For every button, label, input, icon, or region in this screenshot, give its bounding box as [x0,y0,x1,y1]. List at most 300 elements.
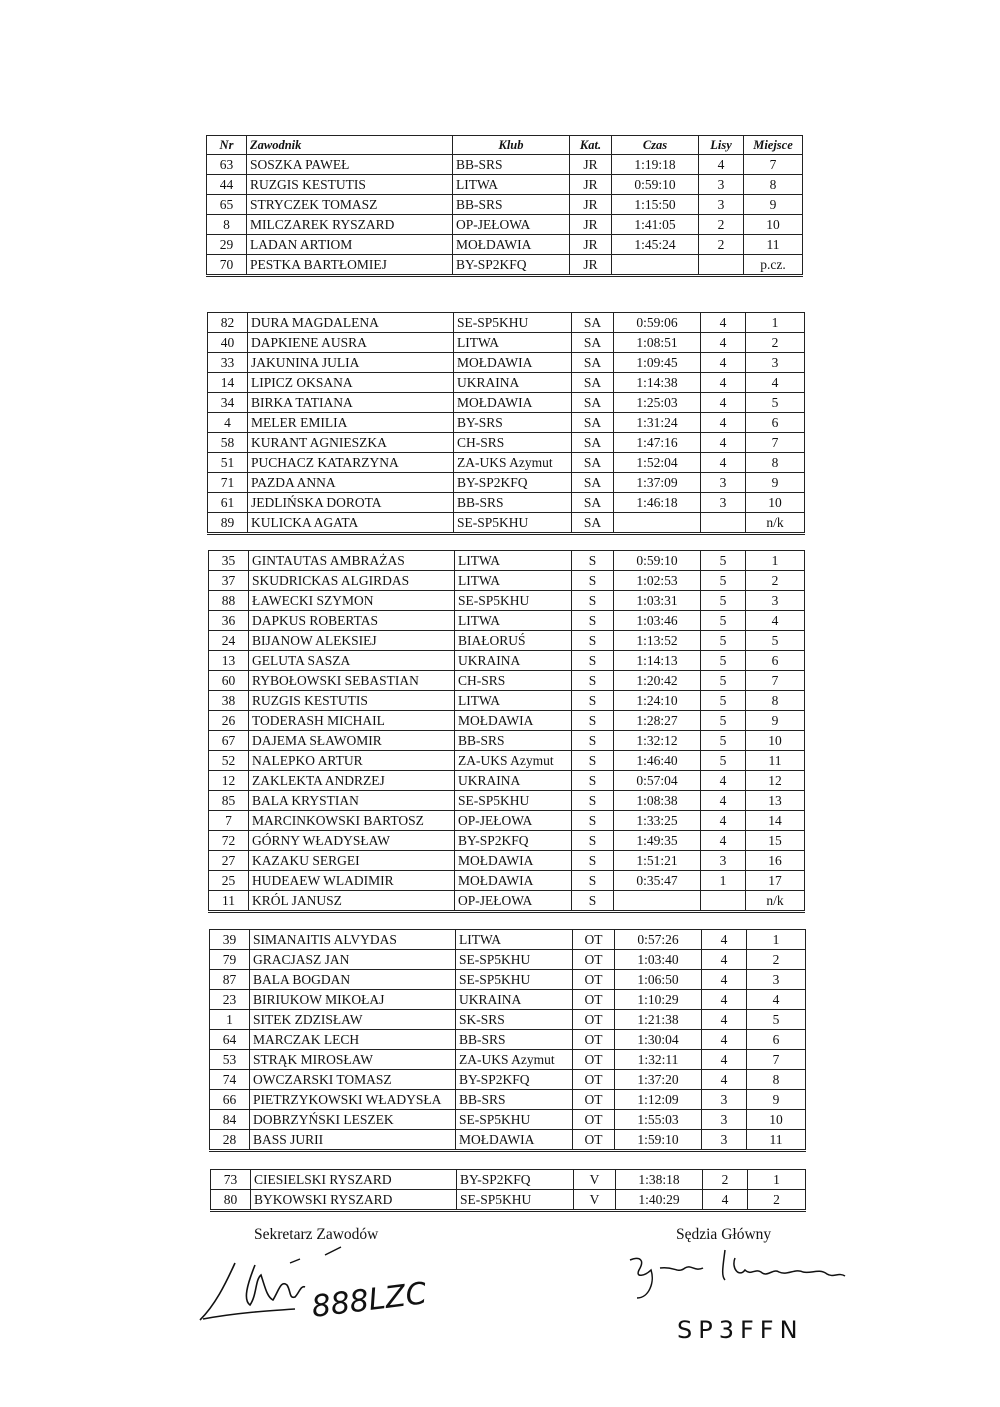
cell-nr: 67 [209,731,249,751]
cell-lisy: 3 [699,195,744,215]
table-row [208,433,805,453]
cell-nr: 28 [210,1130,250,1151]
cell-klub: MOŁDAWIA [454,353,572,373]
cell-czas: 1:15:50 [612,195,699,215]
cell-miejsce: 8 [747,1070,806,1090]
cell-czas: 0:59:10 [612,175,699,195]
table-row [209,731,805,751]
cell-lisy: 3 [702,1110,747,1130]
cell-czas: 1:14:13 [614,651,701,671]
cell-zawodnik: TODERASH MICHAIL [249,711,455,731]
cell-czas: 0:59:10 [614,551,701,571]
cell-klub: SK-SRS [456,1010,573,1030]
cell-klub: CH-SRS [454,433,572,453]
cell-klub: BY-SRS [454,413,572,433]
cell-nr: 65 [207,195,247,215]
cell-miejsce: 3 [747,970,806,990]
cell-nr: 87 [210,970,250,990]
cell-zawodnik: DAPKIENE AUSRA [248,333,454,353]
table-row [209,751,805,771]
cell-czas: 1:02:53 [614,571,701,591]
cell-czas: 1:59:10 [615,1130,702,1151]
cell-kat: S [572,671,614,691]
table-row [207,235,803,255]
cell-lisy: 4 [701,333,746,353]
cell-lisy: 4 [701,771,746,791]
cell-czas: 1:13:52 [614,631,701,651]
cell-zawodnik: JEDLIŃSKA DOROTA [248,493,454,513]
cell-klub: LITWA [453,175,570,195]
cell-zawodnik: BASS JURII [250,1130,456,1151]
cell-zawodnik: PESTKA BARTŁOMIEJ [247,255,453,276]
table-row [207,255,803,276]
cell-miejsce: 7 [747,1050,806,1070]
cell-klub: BIAŁORUŚ [455,631,572,651]
table-row [210,1090,806,1110]
cell-klub: BY-SP2KFQ [453,255,570,276]
cell-lisy: 4 [703,1190,748,1211]
table-row [208,513,805,534]
cell-miejsce: 1 [747,930,806,950]
cell-klub: LITWA [455,691,572,711]
cell-nr: 27 [209,851,249,871]
table-row [207,175,803,195]
cell-miejsce: 15 [746,831,805,851]
cell-kat: SA [572,393,614,413]
cell-kat: JR [570,235,612,255]
cell-czas: 1:30:04 [615,1030,702,1050]
cell-zawodnik: BIJANOW ALEKSIEJ [249,631,455,651]
cell-zawodnik: GRACJASZ JAN [250,950,456,970]
table-row [208,453,805,473]
cell-kat: S [572,551,614,571]
cell-klub: SE-SP5KHU [455,591,572,611]
cell-nr: 73 [211,1170,251,1190]
cell-lisy: 3 [699,175,744,195]
cell-lisy [699,255,744,276]
cell-lisy: 3 [702,1090,747,1110]
cell-zawodnik: MELER EMILIA [248,413,454,433]
cell-kat: SA [572,433,614,453]
cell-kat: OT [573,1050,615,1070]
cell-kat: OT [573,1110,615,1130]
cell-kat: S [572,851,614,871]
cell-miejsce: 9 [747,1090,806,1110]
table-row [209,591,805,611]
cell-kat: SA [572,353,614,373]
table-row [210,1010,806,1030]
cell-miejsce: 2 [748,1190,806,1211]
cell-miejsce: n/k [746,891,805,912]
cell-klub: SE-SP5KHU [455,791,572,811]
cell-miejsce: 1 [748,1170,806,1190]
cell-czas: 1:03:46 [614,611,701,631]
cell-nr: 13 [209,651,249,671]
table-row [210,1110,806,1130]
cell-lisy: 4 [702,990,747,1010]
cell-zawodnik: JAKUNINA JULIA [248,353,454,373]
cell-nr: 88 [209,591,249,611]
cell-lisy: 3 [701,493,746,513]
cell-kat: JR [570,175,612,195]
cell-nr: 8 [207,215,247,235]
cell-zawodnik: LIPICZ OKSANA [248,373,454,393]
table-row [208,413,805,433]
cell-kat: S [572,751,614,771]
cell-nr: 39 [210,930,250,950]
cell-klub: BB-SRS [453,195,570,215]
cell-klub: SE-SP5KHU [454,313,572,333]
cell-nr: 24 [209,631,249,651]
cell-klub: BY-SP2KFQ [457,1170,574,1190]
cell-kat: OT [573,1030,615,1050]
cell-czas: 1:24:10 [614,691,701,711]
cell-klub: BY-SP2KFQ [454,473,572,493]
table-row [209,651,805,671]
cell-lisy: 4 [701,433,746,453]
cell-miejsce: 16 [746,851,805,871]
cell-klub: SE-SP5KHU [454,513,572,534]
header-klub: Klub [453,136,570,155]
cell-nr: 64 [210,1030,250,1050]
cell-zawodnik: PUCHACZ KATARZYNA [248,453,454,473]
header-czas: Czas [612,136,699,155]
cell-zawodnik: DAJEMA SŁAWOMIR [249,731,455,751]
cell-zawodnik: GÓRNY WŁADYSŁAW [249,831,455,851]
cell-czas: 1:10:29 [615,990,702,1010]
cell-kat: OT [573,930,615,950]
cell-miejsce: 9 [744,195,803,215]
cell-nr: 58 [208,433,248,453]
cell-czas: 1:06:50 [615,970,702,990]
cell-kat: S [572,811,614,831]
cell-zawodnik: STRYCZEK TOMASZ [247,195,453,215]
cell-czas: 0:57:26 [615,930,702,950]
secretary-signature-text: 888LZC [309,1276,429,1325]
cell-zawodnik: LADAN ARTIOM [247,235,453,255]
cell-klub: MOŁDAWIA [454,393,572,413]
header-miejsce: Miejsce [744,136,803,155]
cell-nr: 7 [209,811,249,831]
results-table-v [210,1169,806,1212]
cell-klub: OP-JEŁOWA [453,215,570,235]
cell-zawodnik: GELUTA SASZA [249,651,455,671]
cell-lisy: 4 [701,393,746,413]
cell-miejsce: 3 [746,591,805,611]
cell-czas: 1:03:31 [614,591,701,611]
cell-lisy: 4 [701,373,746,393]
table-row [211,1170,806,1190]
table-row [209,631,805,651]
cell-czas: 1:08:51 [614,333,701,353]
cell-miejsce: 4 [746,373,805,393]
header-zawodnik: Zawodnik [247,136,453,155]
cell-nr: 25 [209,871,249,891]
table-row [208,373,805,393]
cell-lisy: 4 [702,1030,747,1050]
table-row [210,970,806,990]
cell-lisy [701,513,746,534]
cell-czas: 1:37:09 [614,473,701,493]
table-row [210,1130,806,1151]
cell-nr: 89 [208,513,248,534]
cell-nr: 70 [207,255,247,276]
cell-kat: OT [573,950,615,970]
cell-klub: BB-SRS [456,1030,573,1050]
cell-lisy: 4 [701,453,746,473]
cell-klub: OP-JEŁOWA [455,811,572,831]
cell-miejsce: 11 [746,751,805,771]
cell-lisy: 4 [701,413,746,433]
cell-zawodnik: BIRIUKOW MIKOŁAJ [250,990,456,1010]
cell-klub: SE-SP5KHU [456,950,573,970]
table-row [208,393,805,413]
cell-czas: 1:46:18 [614,493,701,513]
cell-miejsce: 5 [746,631,805,651]
table-header-row [207,136,803,155]
cell-klub: LITWA [455,551,572,571]
cell-nr: 84 [210,1110,250,1130]
cell-klub: ZA-UKS Azymut [455,751,572,771]
cell-kat: S [572,731,614,751]
cell-kat: V [574,1170,616,1190]
table-row [210,930,806,950]
cell-czas: 1:19:18 [612,155,699,175]
cell-kat: JR [570,155,612,175]
cell-zawodnik: SKUDRICKAS ALGIRDAS [249,571,455,591]
cell-kat: OT [573,1130,615,1151]
cell-zawodnik: PAZDA ANNA [248,473,454,493]
cell-klub: LITWA [455,571,572,591]
cell-kat: SA [572,313,614,333]
cell-kat: SA [572,333,614,353]
cell-kat: S [572,831,614,851]
cell-miejsce: 10 [746,493,805,513]
cell-nr: 63 [207,155,247,175]
cell-zawodnik: BALA BOGDAN [250,970,456,990]
cell-czas: 1:38:18 [616,1170,703,1190]
cell-klub: BB-SRS [453,155,570,175]
cell-zawodnik: KAZAKU SERGEI [249,851,455,871]
cell-nr: 35 [209,551,249,571]
cell-zawodnik: SITEK ZDZISŁAW [250,1010,456,1030]
cell-kat: SA [572,453,614,473]
cell-kat: SA [572,373,614,393]
cell-kat: S [572,711,614,731]
cell-miejsce: 8 [746,453,805,473]
cell-zawodnik: NALEPKO ARTUR [249,751,455,771]
cell-kat: OT [573,970,615,990]
cell-miejsce: 1 [746,313,805,333]
cell-miejsce: 8 [744,175,803,195]
table-row [210,1050,806,1070]
cell-nr: 80 [211,1190,251,1211]
secretary-label: Sekretarz Zawodów [254,1226,379,1243]
cell-lisy: 4 [702,1050,747,1070]
cell-miejsce: 6 [747,1030,806,1050]
table-row [209,851,805,871]
table-row [209,691,805,711]
table-row [210,990,806,1010]
cell-miejsce: 10 [744,215,803,235]
cell-czas [614,891,701,912]
table-row [209,871,805,891]
cell-kat: SA [572,473,614,493]
cell-miejsce: 1 [746,551,805,571]
cell-klub: LITWA [456,930,573,950]
cell-kat: OT [573,1010,615,1030]
table-row [208,333,805,353]
cell-kat: S [572,651,614,671]
cell-lisy: 2 [699,235,744,255]
cell-zawodnik: PIETRZYKOWSKI WŁADYSŁA [250,1090,456,1110]
cell-zawodnik: MARCINKOWSKI BARTOSZ [249,811,455,831]
cell-zawodnik: DURA MAGDALENA [248,313,454,333]
cell-zawodnik: ZAKLEKTA ANDRZEJ [249,771,455,791]
cell-zawodnik: CIESIELSKI RYSZARD [251,1170,457,1190]
table-row [209,791,805,811]
cell-kat: SA [572,493,614,513]
cell-lisy: 5 [701,611,746,631]
cell-lisy: 4 [701,811,746,831]
cell-czas: 1:09:45 [614,353,701,373]
cell-miejsce: 6 [746,413,805,433]
cell-kat: S [572,871,614,891]
table-row [209,891,805,912]
cell-nr: 4 [208,413,248,433]
cell-lisy: 5 [701,591,746,611]
cell-zawodnik: DAPKUS ROBERTAS [249,611,455,631]
cell-klub: MOŁDAWIA [453,235,570,255]
cell-miejsce: 17 [746,871,805,891]
cell-klub: BB-SRS [454,493,572,513]
cell-lisy: 5 [701,711,746,731]
table-row [210,1070,806,1090]
cell-czas: 0:35:47 [614,871,701,891]
cell-czas [612,255,699,276]
results-table-s [208,550,805,913]
table-row [208,473,805,493]
cell-czas: 1:08:38 [614,791,701,811]
cell-klub: OP-JEŁOWA [455,891,572,912]
cell-kat: S [572,891,614,912]
cell-miejsce: 9 [746,473,805,493]
cell-nr: 74 [210,1070,250,1090]
cell-klub: MOŁDAWIA [455,871,572,891]
cell-zawodnik: KRÓL JANUSZ [249,891,455,912]
cell-czas: 1:32:12 [614,731,701,751]
cell-nr: 82 [208,313,248,333]
cell-czas: 1:47:16 [614,433,701,453]
cell-nr: 44 [207,175,247,195]
cell-zawodnik: SOSZKA PAWEŁ [247,155,453,175]
cell-zawodnik: OWCZARSKI TOMASZ [250,1070,456,1090]
cell-miejsce: 9 [746,711,805,731]
cell-zawodnik: KULICKA AGATA [248,513,454,534]
cell-czas: 1:14:38 [614,373,701,393]
cell-nr: 14 [208,373,248,393]
cell-klub: BY-SP2KFQ [455,831,572,851]
cell-czas: 1:25:03 [614,393,701,413]
cell-klub: LITWA [455,611,572,631]
cell-miejsce: 7 [744,155,803,175]
table-row [207,155,803,175]
cell-kat: S [572,571,614,591]
cell-zawodnik: STRĄK MIROSŁAW [250,1050,456,1070]
cell-miejsce: 6 [746,651,805,671]
cell-czas: 1:45:24 [612,235,699,255]
results-table-ot [209,929,806,1152]
cell-czas: 1:49:35 [614,831,701,851]
cell-miejsce: 5 [746,393,805,413]
cell-czas: 1:33:25 [614,811,701,831]
cell-lisy: 5 [701,631,746,651]
judge-signature [615,1238,855,1348]
cell-miejsce: 2 [746,333,805,353]
table-row [210,1030,806,1050]
cell-miejsce: 13 [746,791,805,811]
cell-nr: 53 [210,1050,250,1070]
cell-nr: 60 [209,671,249,691]
cell-klub: UKRAINA [456,990,573,1010]
cell-lisy: 3 [701,473,746,493]
cell-lisy [701,891,746,912]
cell-lisy: 4 [702,930,747,950]
cell-czas: 1:41:05 [612,215,699,235]
cell-czas: 1:20:42 [614,671,701,691]
cell-czas: 1:46:40 [614,751,701,771]
cell-kat: SA [572,413,614,433]
cell-miejsce: 2 [747,950,806,970]
cell-miejsce: 14 [746,811,805,831]
cell-zawodnik: ŁAWECKI SZYMON [249,591,455,611]
cell-kat: S [572,791,614,811]
cell-lisy: 5 [701,751,746,771]
cell-klub: MOŁDAWIA [455,711,572,731]
cell-miejsce: 7 [746,671,805,691]
cell-lisy: 2 [699,215,744,235]
table-row [208,313,805,333]
cell-klub: SE-SP5KHU [456,1110,573,1130]
cell-nr: 52 [209,751,249,771]
cell-kat: S [572,691,614,711]
cell-nr: 12 [209,771,249,791]
cell-zawodnik: GINTAUTAS AMBRAŻAS [249,551,455,571]
cell-czas: 1:28:27 [614,711,701,731]
cell-lisy: 4 [699,155,744,175]
cell-miejsce: 10 [747,1110,806,1130]
cell-nr: 26 [209,711,249,731]
cell-klub: UKRAINA [455,771,572,791]
cell-lisy: 5 [701,571,746,591]
cell-zawodnik: MILCZAREK RYSZARD [247,215,453,235]
cell-nr: 11 [209,891,249,912]
cell-zawodnik: RYBOŁOWSKI SEBASTIAN [249,671,455,691]
cell-klub: BB-SRS [456,1090,573,1110]
table-row [209,771,805,791]
cell-zawodnik: MARCZAK LECH [250,1030,456,1050]
cell-lisy: 4 [702,1010,747,1030]
cell-zawodnik: SIMANAITIS ALVYDAS [250,930,456,950]
cell-lisy: 5 [701,551,746,571]
cell-miejsce: 7 [746,433,805,453]
cell-zawodnik: RUZGIS KESTUTIS [247,175,453,195]
header-kat: Kat. [570,136,612,155]
cell-zawodnik: RUZGIS KESTUTIS [249,691,455,711]
cell-lisy: 5 [701,671,746,691]
cell-nr: 33 [208,353,248,373]
cell-kat: OT [573,990,615,1010]
